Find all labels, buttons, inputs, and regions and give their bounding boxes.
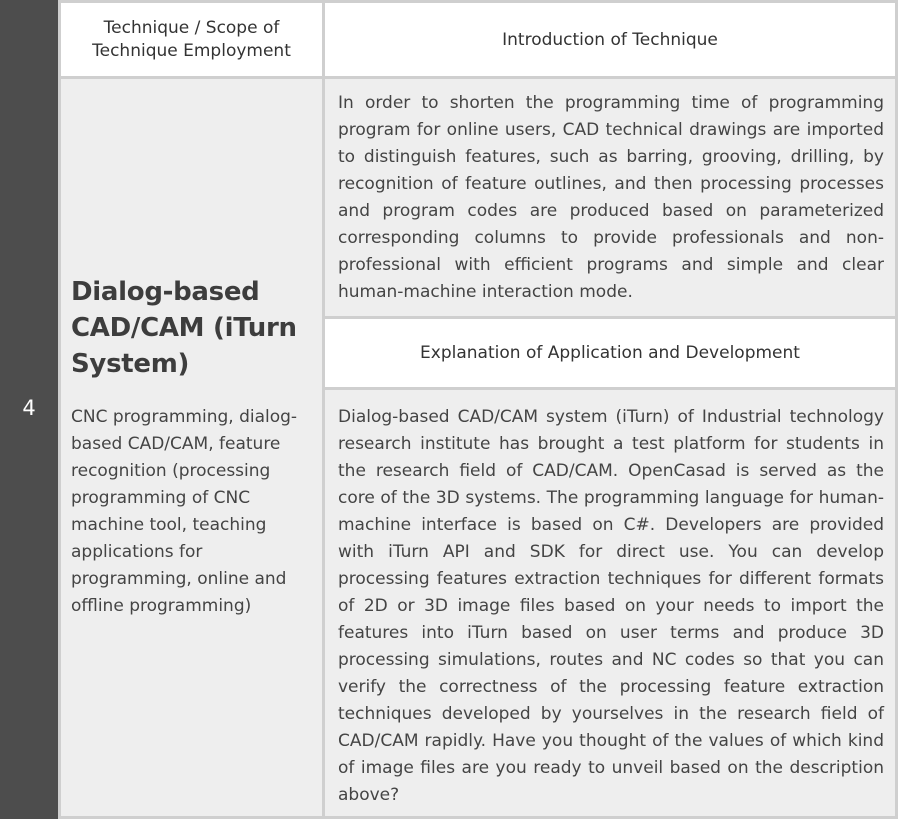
header-explanation: Explanation of Application and Development — [325, 319, 895, 387]
header-technique-scope: Technique / Scope of Technique Employment — [61, 3, 322, 76]
row-index-column — [0, 0, 58, 819]
introduction-text: In order to shorten the programming time of programming program for online users, CAD technical drawings are imported to distinguish features, such as barring, grooving, drilling, by recognition of feature outlines, and then processing processes and program codes are produced based on parameterized corresponding columns to provide professionals and non-professional with efficient programs and simple and clear human-machine interaction mode. — [325, 79, 895, 316]
header-introduction: Introduction of Technique — [325, 3, 895, 76]
technique-table — [58, 0, 898, 819]
explanation-text: Dialog-based CAD/CAM system (iTurn) of Industrial technology research institute has brought a test platform for students in the research field of CAD/CAM. OpenCasad is served as the core of the 3D systems. The programming language for human-machine interface is based on C#. Developers are provided with iTurn API and SDK for direct use. You can develop processing features extraction techniques for different formats of 2D or 3D image files based on your needs to import the features into iTurn based on user terms and produce 3D processing simulations, routes and NC codes so that you can verify the correctness of the processing feature extraction techniques developed by yourselves in the research field of CAD/CAM rapidly. Have you thought of the values of which kind of image files are you ready to unveil based on the description above? — [325, 390, 895, 816]
technique-scope: CNC programming, dialog-based CAD/CAM, feature recognition (processing programming of CNC machine tool, teaching applications for programming, online and offline programming) — [71, 407, 298, 616]
row-index-number: 4 — [22, 396, 36, 420]
technique-title: Dialog-based CAD/CAM (iTurn System) — [71, 277, 297, 379]
technique-cell — [61, 79, 322, 816]
